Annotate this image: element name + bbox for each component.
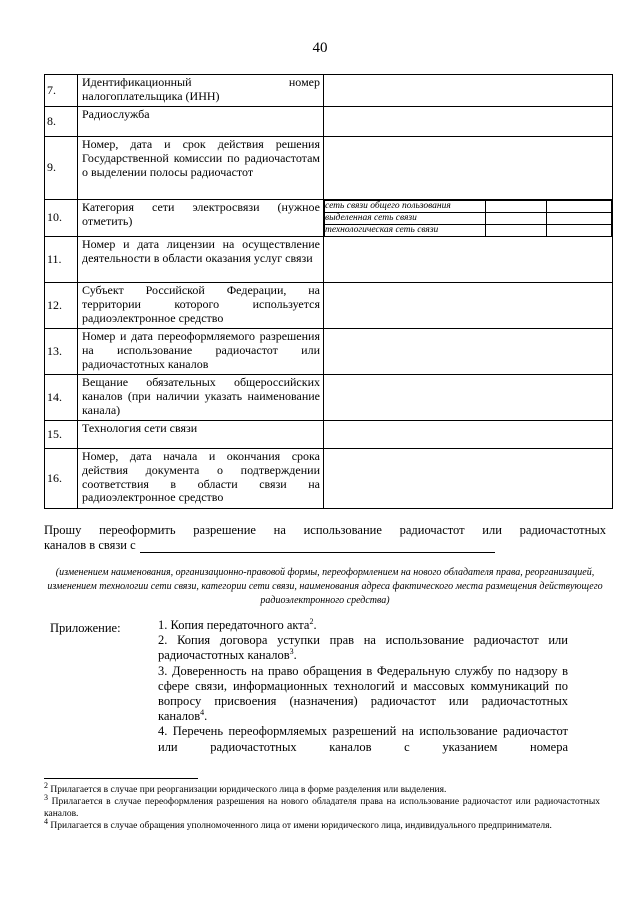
category-options-table: [324, 200, 612, 236]
option-row: [325, 225, 612, 237]
table-row: [45, 107, 613, 137]
request-line-2: [44, 538, 606, 553]
footnote-ref: 2: [309, 616, 314, 626]
value-cell[interactable]: [324, 75, 613, 107]
footnote-text: Прилагается в случае при реорганизации юридического лица в форме разделения или выделения.: [50, 785, 447, 795]
row-number: 12.: [45, 283, 78, 329]
request-statement: [44, 523, 606, 553]
row-label: Номер, дата и срок действия решения Государственной комиссии по радиочастотам о выделении полосы радиочастот: [78, 137, 324, 200]
row-label: Вещание обязательных общероссийских каналов (при наличии указать наименование канала): [78, 375, 324, 421]
application-form-table: [44, 74, 613, 509]
appendix-list: [158, 618, 568, 755]
row-number: 9.: [45, 137, 78, 200]
value-cell[interactable]: [324, 107, 613, 137]
table-row: [45, 137, 613, 200]
appendix-item-tail: .: [313, 618, 317, 632]
row-number: 11.: [45, 237, 78, 283]
row-number: 10.: [45, 200, 78, 237]
list-item: [158, 618, 568, 633]
list-item: [158, 724, 568, 754]
option-checkbox[interactable]: [486, 213, 547, 225]
footnote-mark: 2: [44, 780, 48, 790]
table-row: [45, 237, 613, 283]
footnote: [44, 792, 600, 820]
appendix-item-text: 1. Копия передаточного акта: [158, 618, 310, 632]
option-label: выделенная сеть связи: [325, 213, 486, 225]
table-row: [45, 200, 613, 237]
footnote-text: Прилагается в случае обращения уполномоченного лица от имени юридического лица, индивидуального предпринимателя.: [50, 821, 552, 831]
footnote-divider: [44, 778, 198, 779]
appendix-item-tail: .: [204, 709, 208, 724]
footnote-text: Прилагается в случае переоформления разрешения на нового обладателя права на использование радиочастот или радиочастотных каналов.: [44, 797, 600, 819]
reason-fill-line[interactable]: [140, 540, 495, 553]
table-row: [45, 375, 613, 421]
row-number: 13.: [45, 329, 78, 375]
list-item: [158, 664, 568, 725]
list-item: [158, 633, 568, 663]
footnote-mark: 3: [44, 792, 48, 802]
option-spacer: [547, 225, 612, 237]
table-row: [45, 329, 613, 375]
row-label: Технология сети связи: [78, 421, 324, 449]
table-row: [45, 421, 613, 449]
footnote: [44, 816, 600, 832]
appendix-label: Приложение:: [50, 621, 121, 635]
row-label: Радиослужба: [78, 107, 324, 137]
value-cell[interactable]: [324, 237, 613, 283]
request-line-1: Прошу переоформить разрешение на использование радиочастот или радиочастотных: [44, 523, 606, 537]
value-cell[interactable]: [324, 421, 613, 449]
page-number: 40: [312, 40, 328, 56]
appendix-item-tail: .: [293, 648, 297, 663]
row-number: 15.: [45, 421, 78, 449]
value-cell[interactable]: [324, 329, 613, 375]
request-line-2-text: каналов в связи с: [44, 538, 136, 552]
option-label: сеть связи общего пользования: [325, 201, 486, 213]
option-spacer: [547, 213, 612, 225]
row-label: Номер, дата начала и окончания срока действия документа о подтверждении соответствия в области связи на радиоэлектронное средство: [78, 449, 324, 509]
value-cell[interactable]: [324, 375, 613, 421]
footnote: [44, 780, 600, 796]
appendix-item-text: 4. Перечень переоформляемых разрешений на использование радиочастот или радиочастотных каналов с указанием номера: [158, 724, 568, 754]
option-checkbox[interactable]: [486, 225, 547, 237]
option-row: [325, 201, 612, 213]
row-label: Субъект Российской Федерации, на территории которого используется радиоэлектронное средство: [78, 283, 324, 329]
table-row: [45, 449, 613, 509]
row-number: 8.: [45, 107, 78, 137]
appendix-item-text: 2. Копия договора уступки прав на использование радиочастот или радиочастотных каналов: [158, 633, 568, 663]
row-number: 16.: [45, 449, 78, 509]
row-label: Номер и дата переоформляемого разрешения на использование радиочастот или радиочастотных каналов: [78, 329, 324, 375]
table-row: [45, 75, 613, 107]
footnote-ref: 4: [200, 708, 205, 718]
option-label: технологическая сеть связи: [325, 225, 486, 237]
footnote-ref: 3: [289, 647, 294, 657]
value-cell[interactable]: [324, 283, 613, 329]
row-label: Категория сети электросвязи (нужное отметить): [78, 200, 324, 237]
table-row: [45, 283, 613, 329]
option-row: [325, 213, 612, 225]
footnotes: [44, 780, 600, 832]
reason-explanation: (изменением наименования, организационно-правовой формы, переоформлением на нового обладателя права, реорганизацией, изменением технологии сети связи, категории сети связи, наименования адреса фактического места размещения действующего радиоэлектронного средства): [47, 567, 603, 606]
option-checkbox[interactable]: [486, 201, 547, 213]
row-label: Номер и дата лицензии на осуществление деятельности в области оказания услуг связи: [78, 237, 324, 283]
network-category-options: [324, 200, 613, 237]
footnote-mark: 4: [44, 816, 48, 826]
row-number: 7.: [45, 75, 78, 107]
appendix-item-text: 3. Доверенность на право обращения в Федеральную службу по надзору в сфере связи, информационных технологий и массовых коммуникаций по вопросу присвоения (назначения) радиочастот или радиочастотных каналов: [158, 663, 568, 724]
option-spacer: [547, 201, 612, 213]
row-number: 14.: [45, 375, 78, 421]
value-cell[interactable]: [324, 449, 613, 509]
value-cell[interactable]: [324, 137, 613, 200]
row-label: Идентификационный номер налогоплательщика (ИНН): [78, 75, 324, 107]
